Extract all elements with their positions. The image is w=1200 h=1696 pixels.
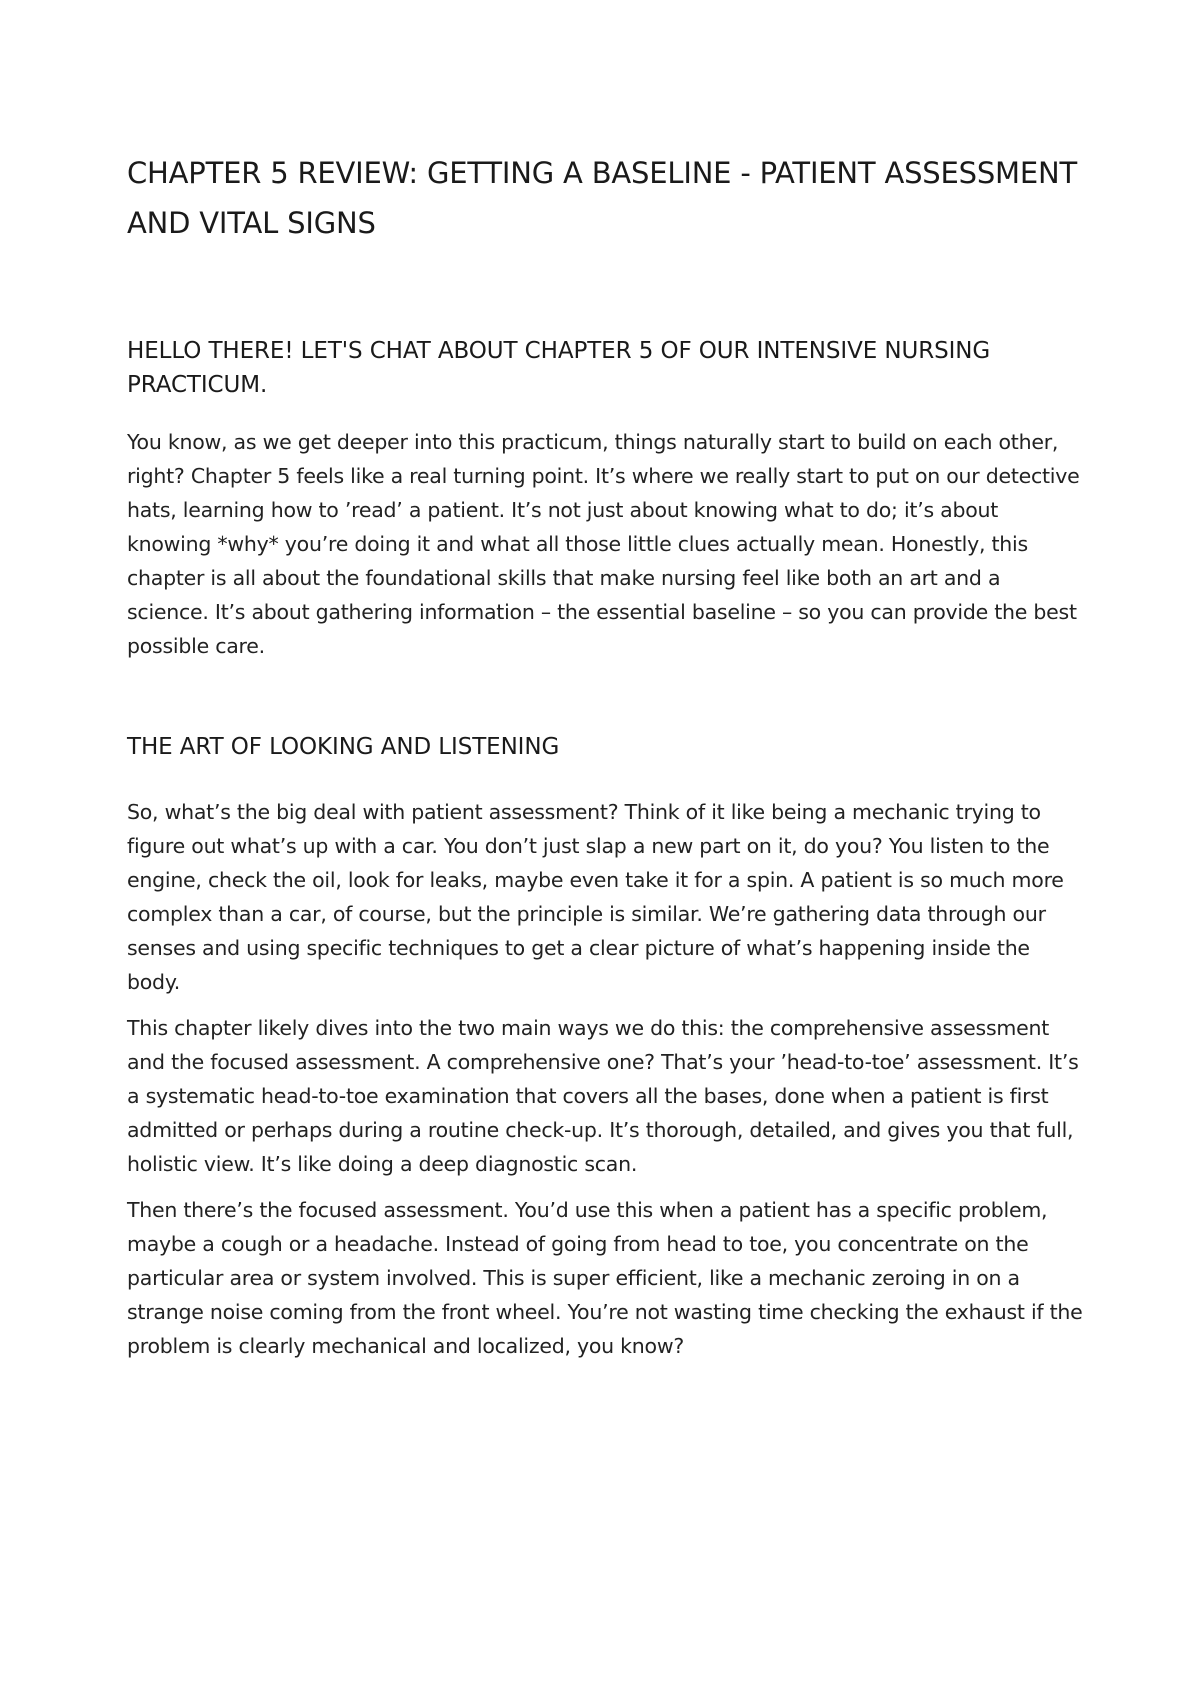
section-paragraph: Then there’s the focused assessment. You’d use this when a patient has a specific problem, maybe a cough or a headache. Instead of going from head to toe, you concentrate on the particular area or system involved. This is super efficient, like a mechanic zeroing in on a strange noise coming from the front wheel. You’re not wasting time checking the exhaust if the problem is clearly mechanical and localized, you know?: [127, 1198, 1083, 1358]
section-heading-looking-listening: THE ART OF LOOKING AND LISTENING: [127, 734, 560, 760]
intro-heading: HELLO THERE! LET'S CHAT ABOUT CHAPTER 5 OF OUR INTENSIVE NURSING PRACTICUM.: [127, 338, 991, 398]
document-title: CHAPTER 5 REVIEW: GETTING A BASELINE - PATIENT ASSESSMENT AND VITAL SIGNS: [127, 156, 1077, 240]
document-page: [127, 148, 1087, 1363]
section-paragraph: This chapter likely dives into the two main ways we do this: the comprehensive assessment and the focused assessment. A comprehensive one? That’s your ’head-to-toe’ assessment. It’s a systematic head-to-toe examination that covers all the bases, done when a patient is first admitted or perhaps during a routine check-up. It’s thorough, detailed, and gives you that full, holistic view. It’s like doing a deep diagnostic scan.: [127, 1016, 1079, 1176]
section-paragraph: So, what’s the big deal with patient assessment? Think of it like being a mechanic trying to figure out what’s up with a car. You don’t just slap a new part on it, do you? You listen to the engine, check the oil, look for leaks, maybe even take it for a spin. A patient is so much more complex than a car, of course, but the principle is similar. We’re gathering data through our senses and using specific techniques to get a clear picture of what’s happening inside the body.: [127, 800, 1064, 994]
intro-paragraph: You know, as we get deeper into this practicum, things naturally start to build on each other, right? Chapter 5 feels like a real turning point. It’s where we really start to put on our detective hats, learning how to ’read’ a patient. It’s not just about knowing what to do; it’s about knowing *why* you’re doing it and what all those little clues actually mean. Honestly, this chapter is all about the foundational skills that make nursing feel like both an art and a science. It’s about gathering information – the essential baseline – so you can provide the best possible care.: [127, 430, 1080, 658]
